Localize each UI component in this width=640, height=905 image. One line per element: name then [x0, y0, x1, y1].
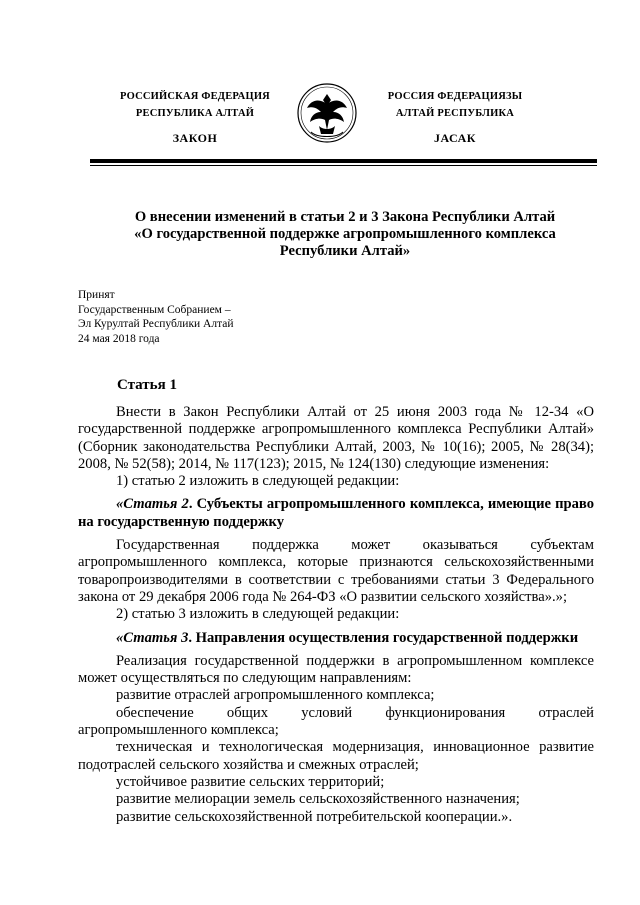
law-title [80, 209, 610, 260]
header-right-line2: АЛТАЙ РЕСПУБЛИКА [395, 108, 515, 119]
direction-item: развитие сельскохозяйственной потребительской кооперации.». [116, 808, 513, 825]
adoption-line3: Эл Курултай Республики Алтай [78, 318, 234, 330]
law-title-line3: Республики Алтай» [279, 243, 411, 259]
direction-item: обеспечение общих условий функционирования отраслей агропромышленного комплекса; [78, 704, 594, 739]
direction-item: развитие мелиорации земель сельскохозяйственного назначения; [116, 791, 520, 808]
law-title-line2: «О государственной поддержке агропромышленного комплекса [134, 226, 556, 242]
header-rule-thin [90, 165, 597, 166]
article-1-heading: Статья 1 [117, 377, 177, 393]
header-left-doc-type: ЗАКОН [172, 131, 218, 145]
adoption-block [78, 288, 234, 346]
article-3-heading [78, 630, 594, 647]
coat-of-arms-icon [297, 80, 357, 146]
header-right-line1: РОССИЯ ФЕДЕРАЦИЯЗЫ [387, 91, 523, 102]
adoption-line1: Принят [78, 289, 115, 301]
header-right-doc-type: JАСАК [433, 131, 476, 145]
direction-item: техническая и технологическая модернизация, инновационное развитие подотраслей сельского хозяйства и смежных отраслей; [78, 739, 594, 773]
article-3-label: «Статья 3 [116, 629, 189, 646]
article-1-body [78, 404, 594, 826]
header-rule-thick [90, 159, 597, 163]
article-2-title: . Субъекты агропромышленного комплекса, имеющие право на государственную поддержку [78, 496, 594, 530]
header-left-line2: РЕСПУБЛИКА АЛТАЙ [135, 108, 255, 119]
law-title-line1: О внесении изменений в статьи 2 и 3 Закона Республики Алтай [134, 209, 556, 225]
article-2-text: Государственная поддержка может оказываться субъектам агропромышленного комплекса, которые признаются сельскохозяйственными товаропроизводителями в соответствии с требованиями статьи 3 Федерального закона от 29 декабря 2006 года № 264-ФЗ «О развитии сельского хозяйства».»; [78, 537, 594, 605]
article-2-heading [78, 496, 594, 531]
direction-item: устойчивое развитие сельских территорий; [116, 773, 385, 790]
article-1-intro: Внести в Закон Республики Алтай от 25 июня 2003 года № 12-34 «О государственной поддержке агропромышленного комплекса Республики Алтай» (Сборник законодательства Республики Алтай, 2003, № 10(16); 2005, № 28(34); 2008, № 52(58); 2014, № 117(123); 2015, № 124(130) следующие изменения: [78, 404, 594, 472]
amendment-item-2: 2) статью 3 изложить в следующей редакции: [116, 606, 400, 623]
amendment-item-1: 1) статью 2 изложить в следующей редакции: [116, 473, 400, 490]
article-3-intro: Реализация государственной поддержки в агропромышленном комплексе может осуществляться по следующим направлениям: [78, 652, 594, 687]
article-3-title: . Направления осуществления государственной поддержки [188, 629, 579, 646]
header-left-line1: РОССИЙСКАЯ ФЕДЕРАЦИЯ [120, 91, 270, 102]
article-2-label: «Статья 2 [116, 496, 189, 513]
adoption-date: 24 мая 2018 года [78, 332, 160, 345]
direction-item: развитие отраслей агропромышленного комплекса; [116, 687, 435, 704]
adoption-line2: Государственным Собранием – [78, 303, 231, 316]
